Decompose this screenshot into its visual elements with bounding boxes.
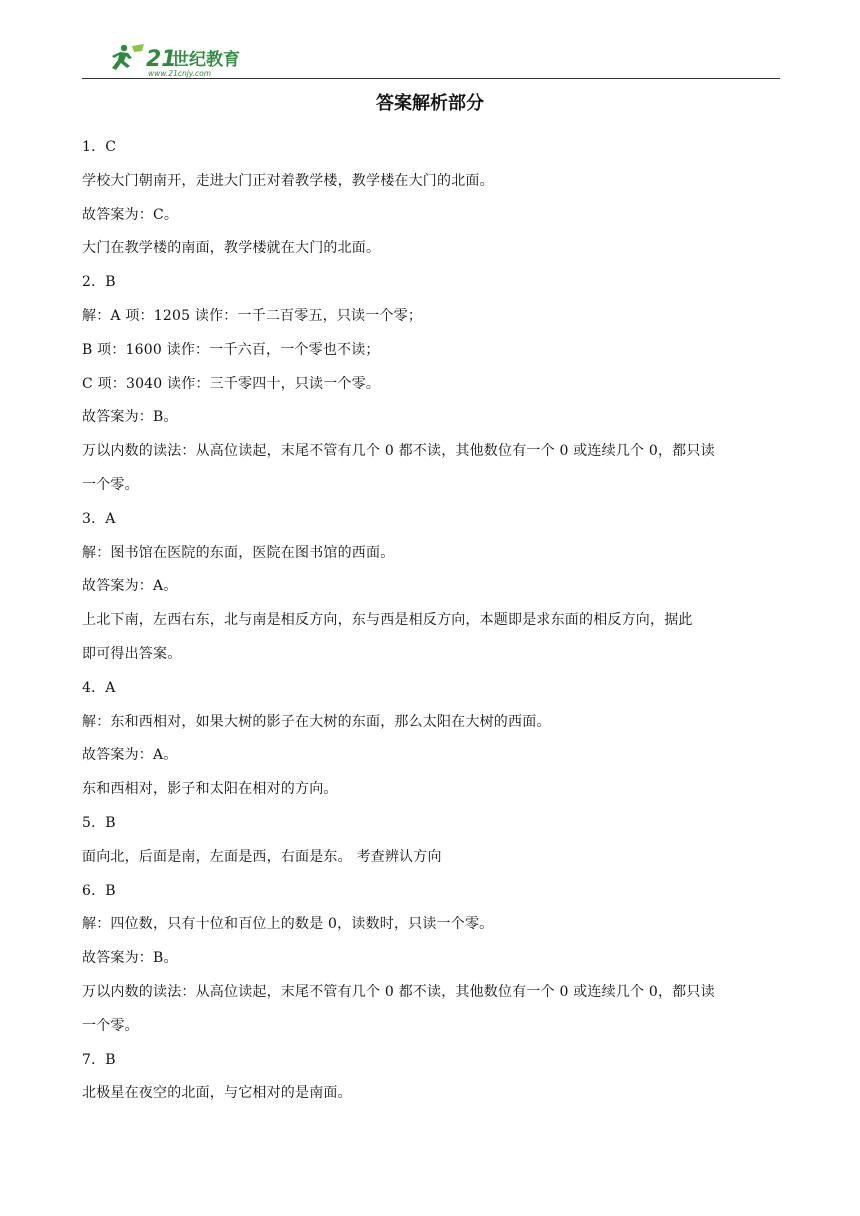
text-line: 2．B — [82, 274, 116, 291]
text-line: 故答案为：A。 — [82, 747, 178, 764]
text-line: 万以内数的读法：从高位读起，末尾不管有几个 0 都不读，其他数位有一个 0 或连续几个 0，都只读 — [82, 983, 715, 1000]
logo-url: www.21cnjy.com — [148, 69, 212, 78]
text-line: 一个零。 — [82, 1017, 139, 1034]
text-line: 故答案为：B。 — [82, 409, 178, 426]
text-line: 东和西相对，影子和太阳在相对的方向。 — [82, 781, 338, 798]
text-line: 故答案为：B。 — [82, 950, 178, 967]
text-line: C 项：3040 读作：三千零四十，只读一个零。 — [82, 375, 381, 392]
text-line: 7．B — [82, 1051, 116, 1068]
text-line: 5．B — [82, 814, 116, 831]
text-line: 解：A 项：1205 读作：一千二百零五，只读一个零； — [82, 307, 423, 324]
text-line: 1．C — [82, 139, 117, 155]
text-line: 大门在教学楼的南面，教学楼就在大门的北面。 — [82, 240, 381, 257]
page-title: 答案解析部分 — [376, 93, 484, 114]
text-line: 北极星在夜空的北面，与它相对的是南面。 — [82, 1085, 352, 1102]
logo-numeral: 21 — [146, 47, 177, 72]
text-line: 一个零。 — [82, 476, 139, 493]
text-line: 解：四位数，只有十位和百位上的数是 0，读数时，只读一个零。 — [82, 916, 494, 933]
text-line: 解：图书馆在医院的东面，医院在图书馆的西面。 — [82, 544, 395, 561]
text-line: 即可得出答案。 — [82, 645, 182, 662]
text-line: 面向北，后面是南，左面是西，右面是东。 考查辨认方向 — [82, 848, 442, 865]
logo — [102, 42, 262, 78]
logo-wordmark: 世纪教育 — [172, 50, 240, 70]
text-line: 故答案为：A。 — [82, 578, 178, 595]
text-line: 4．A — [82, 679, 116, 696]
text-line: 万以内数的读法：从高位读起，末尾不管有几个 0 都不读，其他数位有一个 0 或连续几个 0，都只读 — [82, 443, 715, 460]
text-line: 解：东和西相对，如果大树的影子在大树的东面，那么太阳在大树的西面。 — [82, 713, 551, 730]
answer-content — [82, 131, 782, 1111]
header-rule — [82, 78, 780, 79]
runner-icon — [112, 44, 144, 70]
text-line: 故答案为：C。 — [82, 206, 179, 223]
text-line: 6．B — [82, 882, 116, 899]
page-header — [82, 38, 780, 82]
text-line: 3．A — [82, 510, 116, 527]
text-line: B 项：1600 读作：一千六百，一个零也不读； — [82, 341, 380, 358]
text-line: 学校大门朝南开，走进大门正对着教学楼，教学楼在大门的北面。 — [82, 172, 494, 189]
text-line: 上北下南，左西右东，北与南是相反方向，东与西是相反方向，本题即是求东面的相反方向，据此 — [82, 612, 693, 629]
